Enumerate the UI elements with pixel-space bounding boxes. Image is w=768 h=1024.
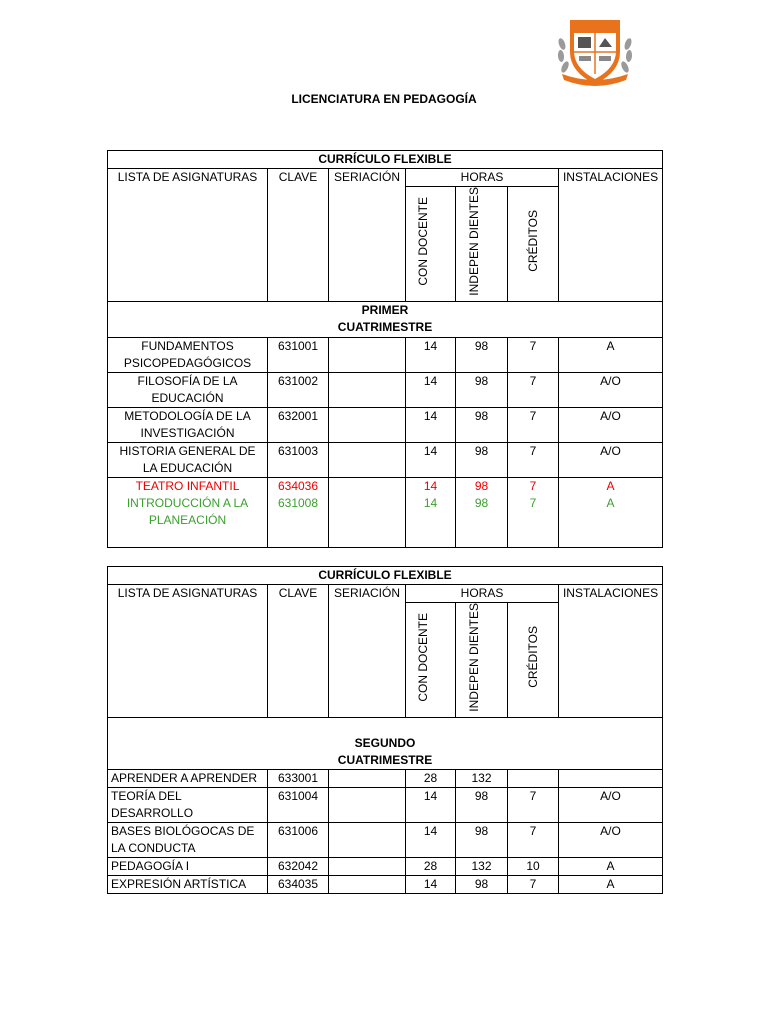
subject-clave: 631006 xyxy=(268,822,329,857)
header-independientes: INDEPEN DIENTES xyxy=(466,187,481,296)
optional-green-con: 14 xyxy=(423,495,438,510)
subject-seriacion xyxy=(329,857,406,875)
subject-name: APRENDER A APRENDER xyxy=(108,769,268,787)
subject-instalaciones: A/O xyxy=(559,787,663,822)
subject-name: HISTORIA GENERAL DE LA EDUCACIÓN xyxy=(108,442,268,477)
subject-con-docente: 14 xyxy=(406,337,456,372)
subject-con-docente: 28 xyxy=(406,857,456,875)
subject-instalaciones: A xyxy=(559,857,663,875)
subject-clave: 631002 xyxy=(268,372,329,407)
subject-creditos: 7 xyxy=(508,372,559,407)
header-instalaciones: INSTALACIONES xyxy=(559,169,663,302)
subject-independientes: 98 xyxy=(456,822,508,857)
optional-red-con: 14 xyxy=(423,478,438,493)
table-row xyxy=(108,442,663,477)
subject-independientes: 98 xyxy=(456,337,508,372)
subject-instalaciones: A xyxy=(559,337,663,372)
subject-seriacion xyxy=(329,442,406,477)
table-row xyxy=(108,337,663,372)
table-row xyxy=(108,787,663,822)
subject-creditos: 7 xyxy=(508,442,559,477)
subject-name: FILOSOFÍA DE LA EDUCACIÓN xyxy=(108,372,268,407)
subject-independientes: 132 xyxy=(456,857,508,875)
subject-clave: 633001 xyxy=(268,769,329,787)
subject-clave: 631003 xyxy=(268,442,329,477)
optional-red-cred: 7 xyxy=(529,478,537,493)
optional-red-clave: 634036 xyxy=(277,478,319,493)
subject-instalaciones: A/O xyxy=(559,407,663,442)
subject-seriacion xyxy=(329,372,406,407)
subject-clave: 631004 xyxy=(268,787,329,822)
header-seriacion: SERIACIÓN xyxy=(329,585,406,718)
table-row xyxy=(108,372,663,407)
subject-creditos: 7 xyxy=(508,407,559,442)
header-con-docente: CON DOCENTE xyxy=(415,613,430,702)
subject-con-docente: 14 xyxy=(406,875,456,893)
subject-seriacion xyxy=(329,769,406,787)
document-title: LICENCIATURA EN PEDAGOGÍA xyxy=(291,92,477,106)
subject-name: PEDAGOGÍA I xyxy=(108,857,268,875)
subject-seriacion xyxy=(329,787,406,822)
header-seriacion: SERIACIÓN xyxy=(329,169,406,302)
subject-name: TEORÍA DEL DESARROLLO xyxy=(108,787,268,822)
table-title: CURRÍCULO FLEXIBLE xyxy=(108,567,663,585)
subject-clave: 632042 xyxy=(268,857,329,875)
optional-green-cred: 7 xyxy=(529,495,537,510)
subject-instalaciones: A/O xyxy=(559,372,663,407)
optional-green-ind: 98 xyxy=(474,495,489,510)
subject-independientes: 98 xyxy=(456,407,508,442)
subject-creditos: 7 xyxy=(508,822,559,857)
table-row xyxy=(108,857,663,875)
header-subjects: LISTA DE ASIGNATURAS xyxy=(108,169,268,302)
header-horas: HORAS xyxy=(406,585,559,603)
subject-con-docente: 14 xyxy=(406,407,456,442)
optional-green-name: INTRODUCCIÓN A LA PLANEACIÓN xyxy=(126,495,249,527)
subject-creditos: 10 xyxy=(508,857,559,875)
table-row xyxy=(108,769,663,787)
subject-name: METODOLOGÍA DE LA INVESTIGACIÓN xyxy=(108,407,268,442)
subject-clave: 631001 xyxy=(268,337,329,372)
subject-creditos xyxy=(508,769,559,787)
header-creditos: CRÉDITOS xyxy=(526,626,540,689)
subject-independientes: 98 xyxy=(456,875,508,893)
subject-clave: 632001 xyxy=(268,407,329,442)
subject-name: BASES BIOLÓGOCAS DE LA CONDUCTA xyxy=(108,822,268,857)
subject-independientes: 98 xyxy=(456,372,508,407)
header-clave: CLAVE xyxy=(268,169,329,302)
subject-creditos: 7 xyxy=(508,787,559,822)
subject-seriacion xyxy=(329,407,406,442)
subject-seriacion xyxy=(329,822,406,857)
table-row xyxy=(108,407,663,442)
school-crest-logo xyxy=(556,14,634,88)
optional-red-inst: A xyxy=(606,478,615,493)
subject-name: FUNDAMENTOS PSICOPEDAGÓGICOS xyxy=(108,337,268,372)
header-subjects: LISTA DE ASIGNATURAS xyxy=(108,585,268,718)
section-heading: PRIMER CUATRIMESTRE xyxy=(108,301,663,337)
table-title: CURRÍCULO FLEXIBLE xyxy=(108,151,663,169)
table-row xyxy=(108,822,663,857)
header-independientes: INDEPEN DIENTES xyxy=(466,603,481,712)
subject-instalaciones: A/O xyxy=(559,442,663,477)
subject-seriacion xyxy=(329,337,406,372)
subject-independientes: 98 xyxy=(456,442,508,477)
subject-instalaciones: A xyxy=(559,875,663,893)
subject-name: EXPRESIÓN ARTÍSTICA xyxy=(108,875,268,893)
curriculum-table-second xyxy=(107,566,663,894)
curriculum-table-first xyxy=(107,150,663,548)
subject-con-docente: 14 xyxy=(406,822,456,857)
optional-green-inst: A xyxy=(606,495,615,510)
subject-creditos: 7 xyxy=(508,337,559,372)
header-horas: HORAS xyxy=(406,169,559,187)
subject-con-docente: 28 xyxy=(406,769,456,787)
optional-red-ind: 98 xyxy=(474,478,489,493)
subject-instalaciones xyxy=(559,769,663,787)
subject-creditos: 7 xyxy=(508,875,559,893)
section-heading: SEGUNDO CUATRIMESTRE xyxy=(108,717,663,769)
subject-clave: 634035 xyxy=(268,875,329,893)
subject-con-docente: 14 xyxy=(406,372,456,407)
header-instalaciones: INSTALACIONES xyxy=(559,585,663,718)
subject-independientes: 98 xyxy=(456,787,508,822)
subject-instalaciones: A/O xyxy=(559,822,663,857)
subject-seriacion xyxy=(329,875,406,893)
subject-con-docente: 14 xyxy=(406,787,456,822)
subject-con-docente: 14 xyxy=(406,442,456,477)
optional-red-name: TEATRO INFANTIL xyxy=(135,478,240,493)
optional-green-clave: 631008 xyxy=(277,495,319,510)
header-clave: CLAVE xyxy=(268,585,329,718)
header-creditos: CRÉDITOS xyxy=(526,210,540,273)
header-con-docente: CON DOCENTE xyxy=(415,197,430,286)
subject-independientes: 132 xyxy=(456,769,508,787)
table-row-optional xyxy=(108,477,663,547)
table-row xyxy=(108,875,663,893)
